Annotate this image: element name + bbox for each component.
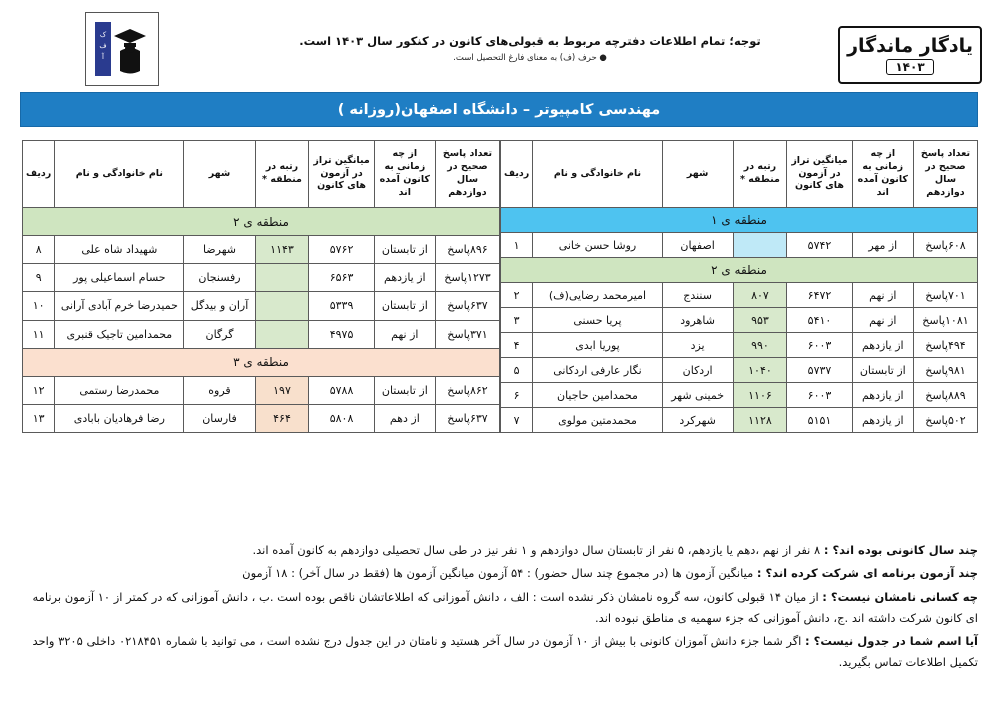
cell-row: ۷ xyxy=(501,408,533,433)
page-header xyxy=(0,8,1000,88)
cell-traz: ۵۷۴۲ xyxy=(787,233,852,258)
cell-correct: ۸۶۲پاسخ xyxy=(435,376,499,404)
cell-row: ۸ xyxy=(23,236,55,264)
zone-header-row xyxy=(501,258,978,283)
footnote-item xyxy=(22,631,978,674)
cell-rank xyxy=(733,233,787,258)
results-table-left xyxy=(22,140,500,433)
zone-label: منطقه ی ۲ xyxy=(23,208,500,236)
cell-rank: ۹۹۰ xyxy=(733,333,787,358)
table-row xyxy=(23,236,500,264)
cell-correct: ۷۰۱پاسخ xyxy=(913,283,977,308)
cell-row: ۴ xyxy=(501,333,533,358)
cell-name: روشا حسن خانی xyxy=(533,233,662,258)
cell-traz: ۶۵۶۳ xyxy=(309,264,374,292)
cell-city: سنندج xyxy=(662,283,733,308)
col-traz: میانگین تراز در آزمون های کانون xyxy=(309,141,374,208)
cell-rank: ۱۱۲۸ xyxy=(733,408,787,433)
cell-city: اردکان xyxy=(662,358,733,383)
cell-traz: ۵۷۶۲ xyxy=(309,236,374,264)
footnote-text: ۸ نفر از نهم ،دهم یا یازدهم، ۵ نفر از تابستان سال دوازدهم و ۱ نفر نیز در طی سال تحصیلی دوازدهم به کانون آمده اند. xyxy=(252,543,824,557)
cell-since: از یازدهم xyxy=(374,264,435,292)
zone-label: منطقه ی ۲ xyxy=(501,258,978,283)
col-rank: رتبه در منطقه * xyxy=(733,141,787,208)
cell-correct: ۶۰۸پاسخ xyxy=(913,233,977,258)
zone-header-row xyxy=(23,348,500,376)
table-row xyxy=(501,233,978,258)
cell-row: ۱۰ xyxy=(23,292,55,320)
cell-rank: ۱۰۴۰ xyxy=(733,358,787,383)
svg-text:ک: ک xyxy=(99,31,107,39)
cell-name: حسام اسماعیلی پور xyxy=(55,264,184,292)
table-header-left xyxy=(23,141,500,208)
cell-name: نگار عارفی اردکانی xyxy=(533,358,662,383)
cell-correct: ۶۳۷پاسخ xyxy=(435,292,499,320)
cell-city: خمینی شهر xyxy=(662,383,733,408)
col-correct: تعداد پاسخ صحیح در سال دوازدهم xyxy=(913,141,977,208)
cell-correct: ۹۸۱پاسخ xyxy=(913,358,977,383)
table-row xyxy=(23,404,500,432)
cell-since: از نهم xyxy=(852,283,913,308)
cell-city: یزد xyxy=(662,333,733,358)
col-row: ردیف xyxy=(501,141,533,208)
svg-text:ف: ف xyxy=(99,42,107,50)
footnote-item xyxy=(22,587,978,630)
cell-row: ۱۳ xyxy=(23,404,55,432)
cell-correct: ۳۷۱پاسخ xyxy=(435,320,499,348)
cell-correct: ۱۲۷۳پاسخ xyxy=(435,264,499,292)
cell-city: اصفهان xyxy=(662,233,733,258)
cell-row: ۵ xyxy=(501,358,533,383)
cell-city: شهرکرد xyxy=(662,408,733,433)
table-row xyxy=(501,333,978,358)
cell-row: ۱ xyxy=(501,233,533,258)
table-row xyxy=(23,320,500,348)
cell-city: آران و بیدگل xyxy=(184,292,255,320)
zone-header-row xyxy=(501,208,978,233)
footnote-label: چند سال کانونی بوده اند؟ : xyxy=(823,543,978,557)
cell-traz: ۵۷۸۸ xyxy=(309,376,374,404)
cell-name: پوریا ابدی xyxy=(533,333,662,358)
col-name: نام خانوادگی و نام xyxy=(533,141,662,208)
table-row xyxy=(23,292,500,320)
yadegar-badge xyxy=(838,26,982,84)
header-note-main: توجه؛ تمام اطلاعات دفترچه مربوط به قبولی‌های کانون در کنکور سال ۱۴۰۳ است. xyxy=(299,34,761,48)
cell-since: از نهم xyxy=(374,320,435,348)
cell-since: از تابستان xyxy=(852,358,913,383)
cell-traz: ۴۹۷۵ xyxy=(309,320,374,348)
footnote-label: چه کسانی نامشان نیست؟ : xyxy=(822,589,978,604)
table-row xyxy=(501,408,978,433)
table-header-right xyxy=(501,141,978,208)
cell-name: امیرمحمد رضایی(ف) xyxy=(533,283,662,308)
cell-traz: ۶۰۰۳ xyxy=(787,333,852,358)
cell-since: از یازدهم xyxy=(852,408,913,433)
table-row xyxy=(501,383,978,408)
cell-name: محمدامین تاجیک قنبری xyxy=(55,320,184,348)
table-row xyxy=(23,264,500,292)
cell-name: محمدامین حاجیان xyxy=(533,383,662,408)
footnote-text: میانگین آزمون ها (در مجموع چند سال حضور) : ۵۴ آزمون میانگین آزمون ها (فقط در سال آخر) : ۱۸ آزمون xyxy=(242,566,757,581)
cell-traz: ۶۴۷۲ xyxy=(787,283,852,308)
col-since: از چه زمانی به کانون آمده اند xyxy=(852,141,913,208)
col-city: شهر xyxy=(662,141,733,208)
cell-correct: ۱۰۸۱پاسخ xyxy=(913,308,977,333)
cell-name: پریا حسنی xyxy=(533,308,662,333)
cell-rank xyxy=(255,320,309,348)
badge-title: یادگار ماندگار xyxy=(847,35,973,57)
footnote-label: چند آزمون برنامه ای شرکت کرده اند؟ : xyxy=(756,566,978,581)
footnote-label: آیا اسم شما در جدول نیست؟ : xyxy=(805,634,978,649)
cell-traz: ۵۸۰۸ xyxy=(309,404,374,432)
cell-correct: ۶۳۷پاسخ xyxy=(435,404,499,432)
kanoon-logo xyxy=(85,12,159,86)
cell-traz: ۵۳۳۹ xyxy=(309,292,374,320)
cell-row: ۳ xyxy=(501,308,533,333)
page-title: مهندسی کامپیوتر – دانشگاه اصفهان(روزانه ) xyxy=(20,92,978,127)
cell-traz: ۶۰۰۳ xyxy=(787,383,852,408)
cell-row: ۱۱ xyxy=(23,320,55,348)
zone-header-row xyxy=(23,208,500,236)
cell-rank xyxy=(255,292,309,320)
header-note-sub: ● حرف (ف) به معنای فارغ التحصیل است. xyxy=(453,53,607,63)
zone-label: منطقه ی ۱ xyxy=(501,208,978,233)
header-note xyxy=(250,34,810,63)
cell-since: از تابستان xyxy=(374,236,435,264)
results-tables xyxy=(22,140,978,433)
cell-name: شهیداد شاه علی xyxy=(55,236,184,264)
cell-rank: ۹۵۳ xyxy=(733,308,787,333)
cell-name: حمیدرضا خرم آبادی آرانی xyxy=(55,292,184,320)
cell-row: ۲ xyxy=(501,283,533,308)
cell-traz: ۵۴۱۰ xyxy=(787,308,852,333)
cell-rank: ۱۱۰۶ xyxy=(733,383,787,408)
cell-traz: ۵۱۵۱ xyxy=(787,408,852,433)
table-row xyxy=(501,308,978,333)
footnote-text: اگر شما جزء دانش آموزان کانونی با بیش از ۱۰ آزمون در سال آخر هستید و نامتان در این جدول درج نشده است ، می توانید با شماره ۰۲۱۸۴۵۱ داخلی ۳۲۰۵ واحد تکمیل اطلاعات تماس بگیرید. xyxy=(32,634,978,670)
cell-traz: ۵۷۳۷ xyxy=(787,358,852,383)
cell-rank: ۴۶۴ xyxy=(255,404,309,432)
cell-city: شاهرود xyxy=(662,308,733,333)
col-traz: میانگین تراز در آزمون های کانون xyxy=(787,141,852,208)
cell-row: ۹ xyxy=(23,264,55,292)
cell-city: رفسنجان xyxy=(184,264,255,292)
cell-correct: ۴۹۴پاسخ xyxy=(913,333,977,358)
table-row xyxy=(23,376,500,404)
cell-since: از تابستان xyxy=(374,292,435,320)
cell-name: رضا فرهادیان بابادی xyxy=(55,404,184,432)
col-name: نام خانوادگی و نام xyxy=(55,141,184,208)
badge-year: ۱۴۰۳ xyxy=(886,59,933,75)
col-city: شهر xyxy=(184,141,255,208)
cell-name: محمدمتین مولوی xyxy=(533,408,662,433)
cell-rank: ۱۹۷ xyxy=(255,376,309,404)
cell-name: محمدرضا رستمی xyxy=(55,376,184,404)
col-row: ردیف xyxy=(23,141,55,208)
footnote-item xyxy=(22,563,978,584)
results-table-right xyxy=(500,140,978,433)
table-body-right xyxy=(501,208,978,433)
cell-city: شهرضا xyxy=(184,236,255,264)
zone-label: منطقه ی ۳ xyxy=(23,348,500,376)
cell-since: از نهم xyxy=(852,308,913,333)
cell-since: از یازدهم xyxy=(852,383,913,408)
footnote-item xyxy=(22,540,978,561)
footnote-text: از میان ۱۴ قبولی کانون، سه گروه نامشان ذکر نشده است : الف ، دانش آموزانی که اطلاعاتشان ناقص بوده است .ب ، دانش آموزانی که در کمتر از ۱۰ آزمون برنامه ای کانون شرکت داشته اند .ج، دانش آموزانی که جزء سهمیه ی مناطق نبوده اند. xyxy=(32,589,978,625)
table-body-left xyxy=(23,208,500,433)
cell-row: ۱۲ xyxy=(23,376,55,404)
cell-correct: ۵۰۲پاسخ xyxy=(913,408,977,433)
cell-rank: ۱۱۴۳ xyxy=(255,236,309,264)
cell-correct: ۸۸۹پاسخ xyxy=(913,383,977,408)
col-rank: رتبه در منطقه * xyxy=(255,141,309,208)
col-since: از چه زمانی به کانون آمده اند xyxy=(374,141,435,208)
table-row xyxy=(501,358,978,383)
cell-since: از دهم xyxy=(374,404,435,432)
cell-correct: ۸۹۶پاسخ xyxy=(435,236,499,264)
footnotes xyxy=(22,540,978,676)
cell-rank: ۸۰۷ xyxy=(733,283,787,308)
col-correct: تعداد پاسخ صحیح در سال دوازدهم xyxy=(435,141,499,208)
cell-city: فارسان xyxy=(184,404,255,432)
cell-city: گرگان xyxy=(184,320,255,348)
cell-since: از مهر xyxy=(852,233,913,258)
cell-rank xyxy=(255,264,309,292)
cell-since: از یازدهم xyxy=(852,333,913,358)
table-row xyxy=(501,283,978,308)
cell-since: از تابستان xyxy=(374,376,435,404)
cell-city: قروه xyxy=(184,376,255,404)
cell-row: ۶ xyxy=(501,383,533,408)
graduate-icon xyxy=(94,21,150,77)
svg-text:آ: آ xyxy=(102,53,104,61)
